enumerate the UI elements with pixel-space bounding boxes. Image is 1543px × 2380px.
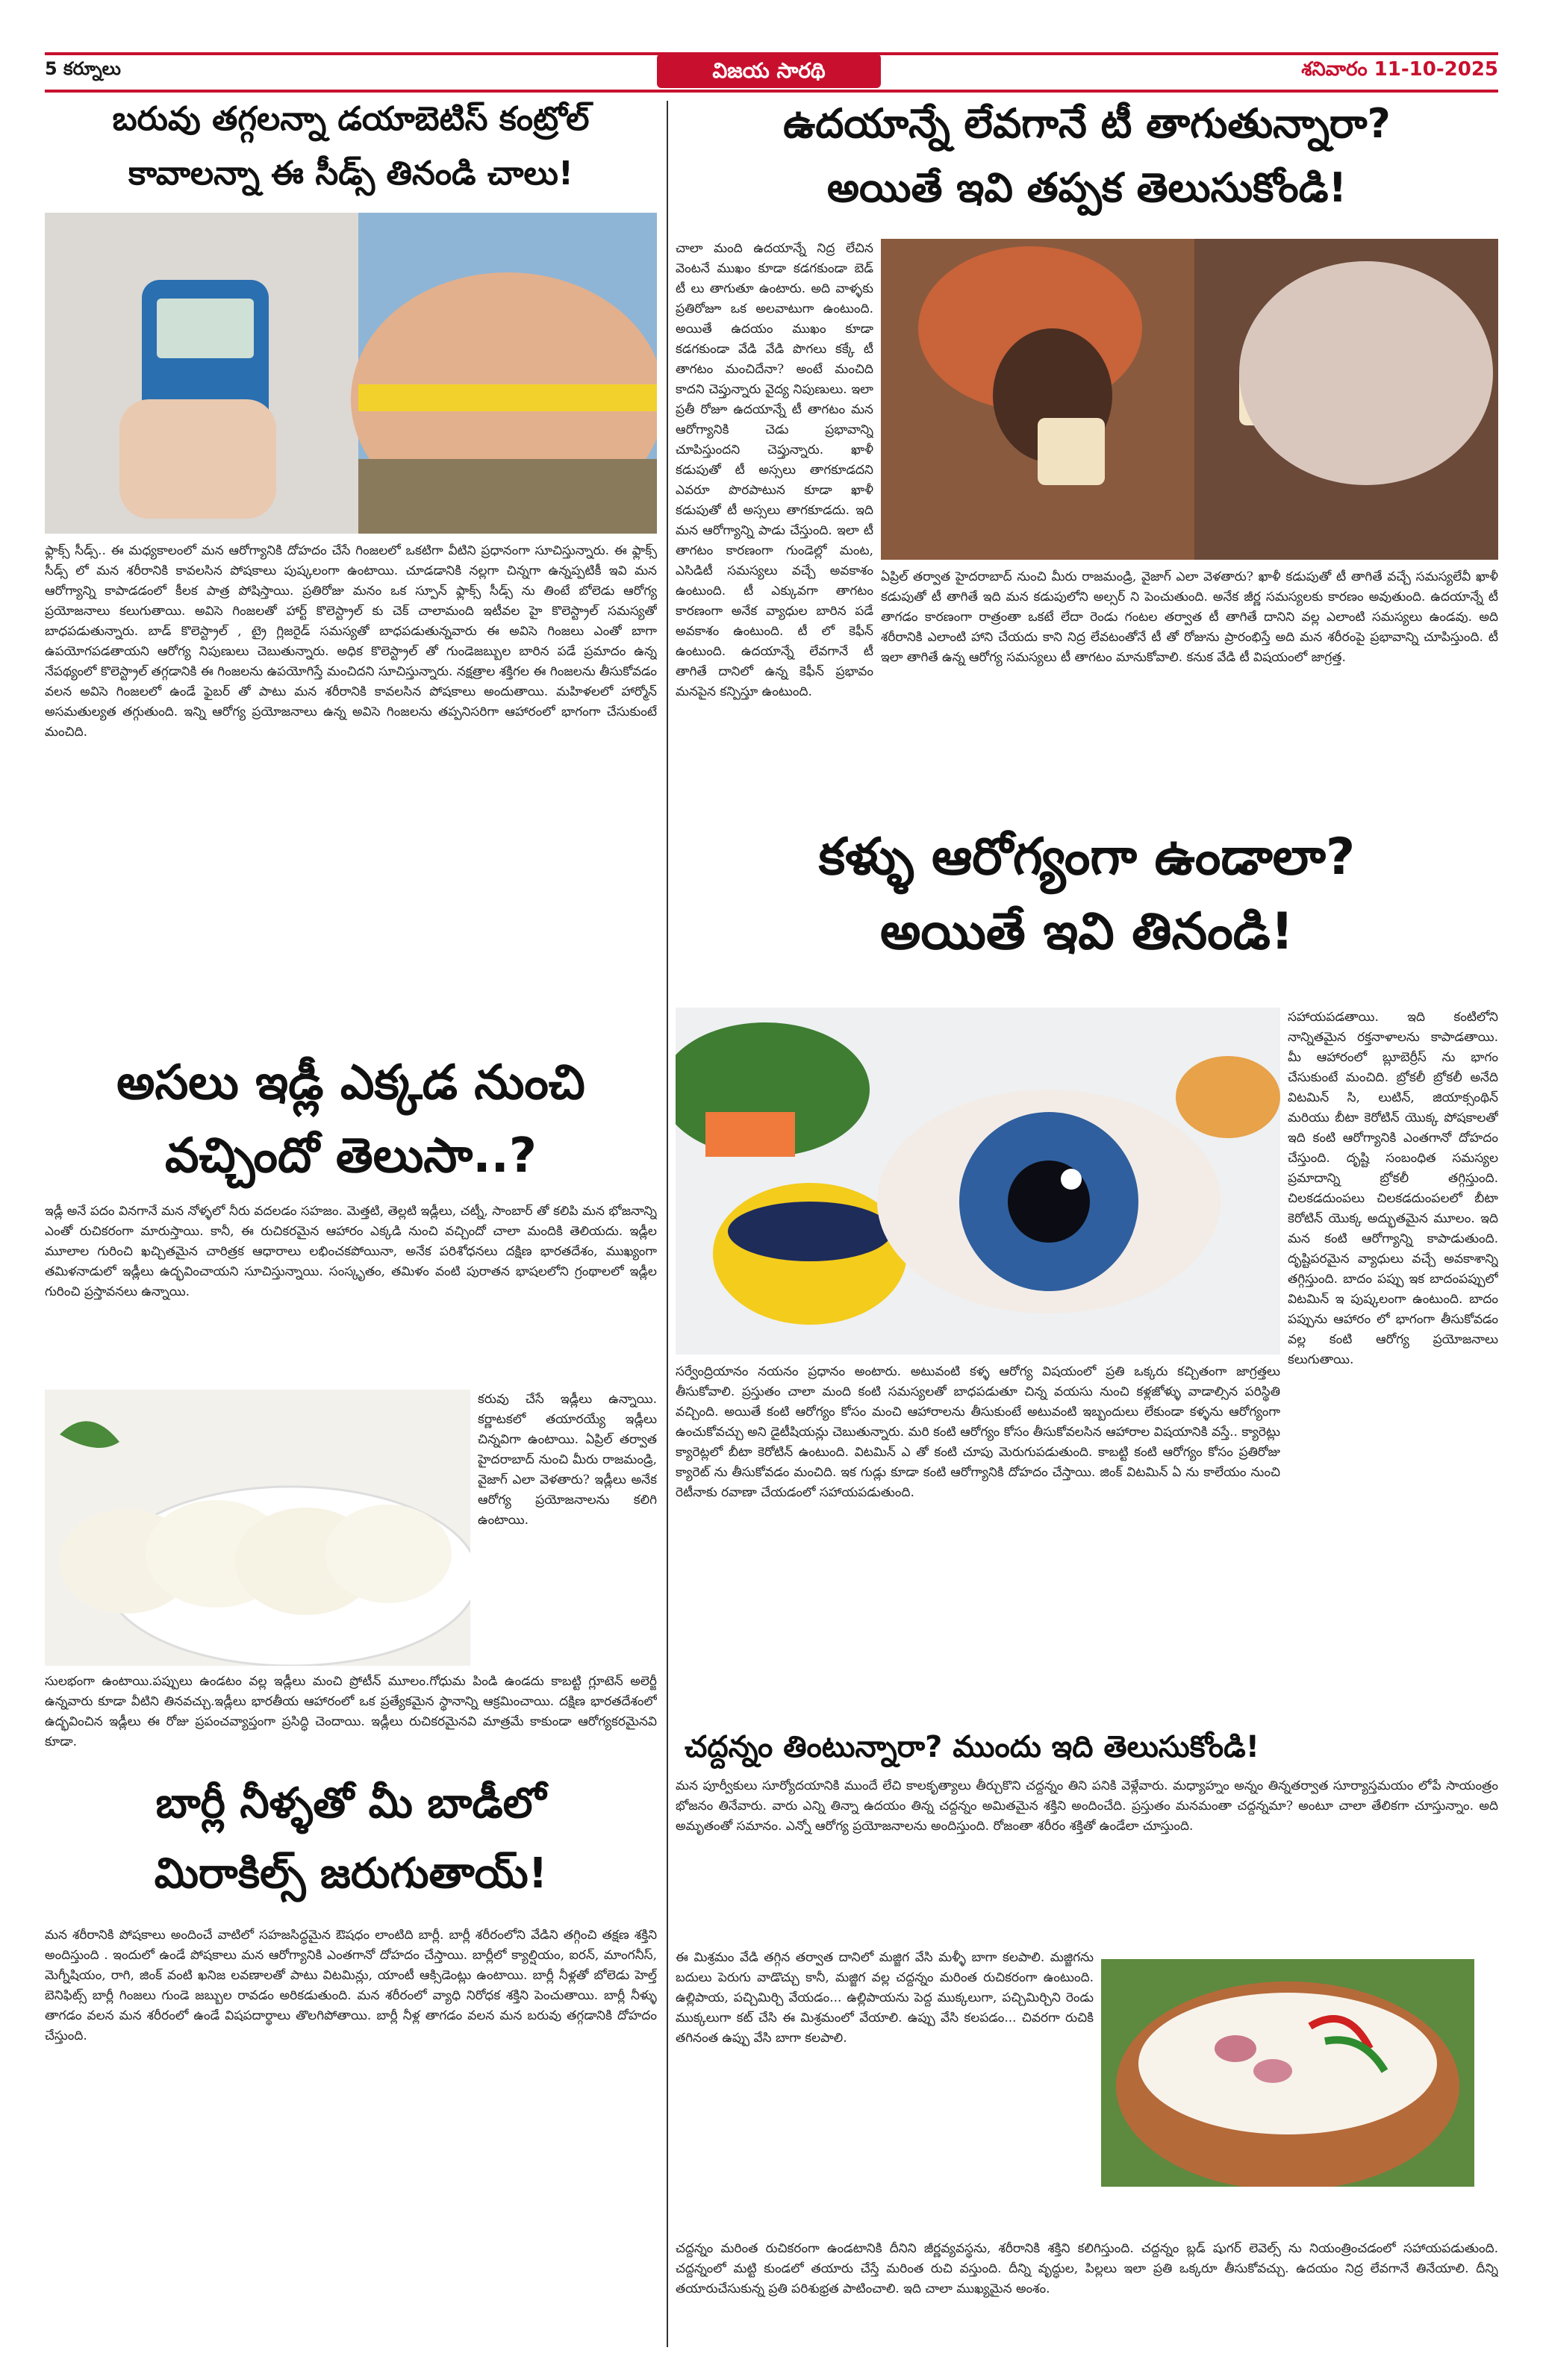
barley-title-line2: మిరాకిల్స్ జరుగుతాయ్! [154,1849,548,1899]
idli-headline [45,1056,657,1184]
tea-body-column: చాలా మంది ఉదయాన్నే నిద్ర లేచిన వెంటనే ముఖం కూడా కడగకుండా బెడ్ టీ లు తాగుతూ ఉంటారు. అది వాళ్ళకు ప్రతిరోజూ ఒక అలవాటుగా ఉంటుంది. అయితే ఉదయం ముఖం కూడా కడగకుండా వేడి వేడి పొగలు కక్కే టీ తాగటం మంచిదేనా? అంటే మంచిది కాదని చెప్తున్నారు వైద్య నిపుణులు. ఇలా ప్రతీ రోజూ ఉదయాన్నే టీ తాగటం మన ఆరోగ్యానికి చెడు ప్రభావాన్ని చూపిస్తుందని చెప్తున్నారు. ఖాళీ కడుపుతో టీ అస్సలు తాగకూడదని ఎవరూ పొరపాటున కూడా ఖాళీ కడుపుతో టీ అస్సలు తాగకూడదు. ఇది మన ఆరోగ్యాన్ని పాడు చేస్తుంది. ఇలా టీ తాగటం కారణంగా గుండెల్లో మంట, ఎసిడిటీ సమస్యలు వచ్చే అవకాశం ఉంటుంది. టీ ఎక్కువగా తాగటం కారణంగా అనేక వ్యాధుల బారిన పడే అవకాశం ఉంటుంది. టీ లో కెఫీన్ ఉంటుంది. ఉదయాన్నే లేవగానే టీ తాగితే దానిలో ఉన్న కెఫీన్ ప్రభావం మనపైన కన్పిస్తూ ఉంటుంది. [676,241,873,699]
newspaper-title: విజయ సారథి [657,54,881,88]
seeds-photo [45,213,657,534]
tea-title-line1: ఉదయాన్నే లేవగానే టీ తాగుతున్నారా? [783,100,1391,147]
tea-photo [881,239,1498,560]
idli-title-line1: అసలు ఇడ్లీ ఎక్కడ నుంచి [116,1055,585,1111]
eye-with-healthy-foods-image [676,1008,1280,1355]
eyes-body-side: సహాయపడతాయి. ఇది కంటిలోని నాన్నితమైన రక్తనాళాలను కాపాడతాయి. మీ ఆహారంలో బ్లూబెర్రీస్ ను భాగం చేసుకుంటే మంచిది. బ్రోకలీ బ్రోకలీ అనేది విటమిన్ సి, లుటిన్, జియాక్సంథిన్ మరియు బీటా కెరోటిన్ యొక్క పోషకాలతో ఇది కంటి ఆరోగ్యానికి ఎంతగానో దోహదం చేస్తుంది. దృష్టి సంబంధిత సమస్యల ప్రమాదాన్ని బ్రోకలీ తగ్గిస్తుంది. చిలకడదుంపలు చిలకడదుంపలలో బీటా కెరోటిన్ యొక్క అద్భుతమైన మూలం. ఇది మన కంటి ఆరోగ్యాన్ని కాపాడుతుంది. దృష్టిపరమైన వ్యాధులు వచ్చే అవకాశాన్ని తగ్గిస్తుంది. బాదం పప్పు ఇక బాదంపప్పులో విటమిన్ ఇ పుష్కలంగా ఉంటుంది. బాదం పప్పును ఆహారం లో భాగంగా తీసుకోవడం వల్ల కంటి ఆరోగ్య ప్రయోజనాలు కలుగుతాయి. [1288,1010,1498,1367]
barley-headline [45,1780,657,1899]
date-line: శనివారం 11-10-2025 [1301,58,1498,81]
curd-rice-pot-image [1101,1959,1474,2187]
idli-title-line2: వచ్చిందో తెలుసా..? [165,1128,537,1184]
tea-headline [676,101,1498,211]
curd-body-bottom: చద్దన్నం మరింత రుచికరంగా ఉండటానికి దీనిని జీర్ణవ్యవస్థను, శరీరానికి శక్తిని కలిగిస్తుంది. చద్దన్నం బ్లడ్ షుగర్ లెవెల్స్ ను నియంత్రించడంలో సహాయపడుతుంది. చద్దన్నంలో మట్టి కుండలో తయారు చేస్తే మరింత రుచి వస్తుంది. దీన్ని వృద్ధుల, పిల్లలు ఇలా ప్రతి ఒక్కరూ తీసుకోవచ్చు. ఉదయం నిద్ర లేవగానే తినేయాలి. దీన్ని తయారుచేసుకున్న ప్రతి పరిశుభ్రత పాటించాలి. ఇది చాలా ముఖ్యమైన అంశం. [676,2241,1498,2296]
curd-body-side: ఈ మిశ్రమం వేడి తగ్గిన తర్వాత దానిలో మజ్జిగ వేసి మళ్ళీ బాగా కలపాలి. మజ్జిగను బదులు పెరుగు వాడొచ్చు కానీ, మజ్జిగ వల్ల చద్దన్నం మరింత రుచికరంగా ఉంటుంది. ఉల్లిపాయ, పచ్చిమిర్చి వేయడం... ఉల్లిపాయను పెద్ద ముక్కలుగా, పచ్చిమిర్చిని రెండు ముక్కలుగా కట్ చేసి ఈ మిశ్రమంలో వేయాలి. ఉప్పు వేసి కలపడం... చివరగా రుచికి తగినంత ఉప్పు వేసి బాగా కలపాలి. [676,1950,1094,2046]
idli-photo [45,1390,470,1666]
idli-body-bottom: సులభంగా ఉంటాయి.పప్పులు ఉండటం వల్ల ఇడ్లీలు మంచి ప్రోటీన్ మూలం.గోధుమ పిండి ఉండదు కాబట్టి గ్లూటెన్ అలెర్జీ ఉన్నవారు కూడా వీటిని తినవచ్చు.ఇడ్లీలు భారతీయ ఆహారంలో ఒక ప్రత్యేకమైన స్థానాన్ని ఆక్రమించాయి. దక్షిణ భారతదేశంలో ఉద్భవించిన ఇడ్లీలు ఈ రోజు ప్రపంచవ్యాప్తంగా ప్రసిద్ధి చెందాయి. ఇడ్లీలు రుచికరమైనవి మాత్రమే కాకుండా ఆరోగ్యకరమైనవి కూడా. [45,1674,657,1749]
glucose-meter-and-belly-image [45,213,657,534]
idli-plate-image [45,1390,470,1666]
eyes-body-main: సర్వేంద్రియానం నయనం ప్రధానం అంటారు. అటువంటి కళ్ళ ఆరోగ్య విషయంలో ప్రతి ఒక్కరు కచ్చితంగా జాగ్రత్తలు తీసుకోవాలి. ప్రస్తుతం చాలా మంది కంటి సమస్యలతో బాధపడుతూ చిన్న వయసు నుంచి కళ్లజోళ్ళు వాడాల్సిన పరిస్థితి వచ్చింది. అయితే కంటి ఆరోగ్యం కోసం మంచి ఆహారాలను తీసుకుంటే అటువంటి ఇబ్బందులు లేకుండా కళ్ళను ఆరోగ్యంగా ఉంచుకోవచ్చు అని డైటీషియన్లు చెబుతున్నారు. మరి కంటి ఆరోగ్యం కోసం తీసుకోవలసిన ఆహారాల విషయానికి వస్తే.. క్యారెట్లు క్యారెట్లలో బీటా కెరోటిన్ ఉంటుంది. విటమిన్ ఎ తో కంటి చూపు మెరుగుపడుతుంది. కాబట్టి కంటి ఆరోగ్యం కోసం ప్రతిరోజు క్యారెట్ ను తీసుకోవడం మంచిది. ఇక గుడ్లు కూడా కంటి ఆరోగ్యానికి దోహదం చేస్తాయి. జింక్ విటమిన్ ఏ ను కాలేయం నుంచి రెటీనాకు రవాణా చేయడంలో సహాయపడుతుంది. [676,1364,1280,1500]
seeds-title-line2: కావాలన్నా ఈ సీడ్స్ తినండి చాలు! [128,154,573,193]
idli-body-side: కరువు చేసే ఇడ్లీలు ఉన్నాయి. కర్ణాటకలో తయారయ్యే ఇడ్లీలు చిన్నవిగా ఉంటాయి. ఏప్రిల్ తర్వాత హైదరాబాద్ నుంచి మీరు రాజమండ్రి, వైజాగ్ ఎలా వెళతారు? ఇడ్లీలు అనేక ఆరోగ్య ప్రయోజనాలను కలిగి ఉంటాయి. [478,1392,657,1528]
curd-photo [1101,1959,1474,2187]
eyes-photo [676,1008,1280,1355]
eyes-title-line1: కళ్ళు ఆరోగ్యంగా ఉండాలా? [818,828,1356,887]
eyes-title-line2: అయితే ఇవి తినండి! [879,902,1294,962]
idli-body-top: ఇడ్లీ అనే పదం వినగానే మన నోళ్ళలో నీరు వదలడం సహజం. మెత్తటి, తెల్లటి ఇడ్లీలు, చట్నీ, సాంబార్ తో కలిపి మన భోజనాన్ని ఎంతో రుచికరంగా మారుస్తాయి. కానీ, ఈ రుచికరమైన ఆహారం ఎక్కడి నుంచి వచ్చిందో చాలా మందికి తెలియదు. ఇడ్లీల మూలాల గురించి ఖచ్చితమైన చారిత్రక ఆధారాలు లభించకపోయినా, అనేక పరిశోధనలు దక్షిణ భారతదేశం, ముఖ్యంగా తమిళనాడులో ఇడ్లీలు ఉద్భవించాయని సూచిస్తున్నాయి. సంస్కృతం, తమిళం వంటి పురాతన భాషలలోని గ్రంథాలలో ఇడ్లీల గురించి ప్రస్తావనలు ఉన్నాయి. [45,1204,657,1299]
column-divider [667,101,668,2347]
barley-title-line1: బార్లీ నీళ్ళతో మీ బాడీలో [155,1779,546,1828]
tea-title-line2: అయితే ఇవి తప్పక తెలుసుకోండి! [826,164,1347,212]
seeds-title-line1: బరువు తగ్గలన్నా డయాబెటిస్ కంట్రోల్ [112,100,590,138]
barley-body: మన శరీరానికి పోషకాలు అందించే వాటిలో సహజసిద్ధమైన ఔషధం లాంటిది బార్లీ. బార్లీ శరీరంలోని వేడిని తగ్గించి తక్షణ శక్తిని అందిస్తుంది . ఇందులో ఉండే పోషకాలు మన ఆరోగ్యానికి ఎంతగానో దోహదం చేస్తాయి. బార్లీలో క్యాల్షియం, ఐరన్, మాంగనీస్, మెగ్నీషియం, రాగి, జింక్ వంటి ఖనిజ లవణాలతో పాటు విటమిన్లు, యాంటీ ఆక్సిడెంట్లు ఉంటాయి. బార్లీ నీళ్లతో బోలెడు హెల్త్ బెనిఫిట్స్ బార్లీ గింజలు గుండె జబ్బుల రావడం అరికడుతుంది. మన శరీరంలో వ్యాధి నిరోధక శక్తిని పెంచుతాయి. బార్లీ నీళ్ళు తాగడం వలన మన శరీరంలో ఉండే విషపదార్థాలు తొలగిపోతాయి. బార్లీ నీళ్ల తాగడం వలన మన బరువు తగ్గడానికి దోహదం చేస్తుంది. [45,1928,657,2043]
seeds-headline [45,101,657,193]
people-drinking-tea-image [881,239,1498,560]
tea-body-wide: ఏప్రిల్ తర్వాత హైదరాబాద్ నుంచి మీరు రాజమండ్రి, వైజాగ్ ఎలా వెళతారు? ఖాళీ కడుపుతో టీ తాగితే వచ్చే సమస్యలేవీ ఖాళీ కడుపుతో టీ తాగితే ఇది మన కడుపులోని అల్సర్ ని పెంచుతుంది. అనేక జీర్ణ సమస్యలకు కారణం అవుతుంది. ఉదయాన్నే టీ తాగడం కారణంగా రాత్రంతా ఒకటే లేదా రెండు గంటల తర్వాత టీ తాగితే దానిని వల్ల ఎలాంటి సమస్యలు ఉండవు. అది శరీరానికి ఎలాంటి హాని చేయదు కాని నిద్ర లేవటంతోనే టీ తో రోజును ప్రారంభిస్తే అది మన శరీరంపై ప్రభావాన్ని చూపిస్తుంది. టీ ఇలా తాగితే ఉన్న ఆరోగ్య సమస్యలు టీ తాగటం మానుకోవాలి. కనుక వేడి టీ విషయంలో జాగ్రత్త. [881,569,1498,665]
masthead [45,52,1498,93]
curd-headline: చద్దన్నం తింటున్నారా? ముందు ఇది తెలుసుకోండి! [685,1730,1260,1764]
curd-body-top: మన పూర్వీకులు సూర్యోదయానికి ముందే లేచి కాలకృత్యాలు తీర్చుకొని చద్దన్నం తిని పనికి వెళ్లేవారు. మధ్యాహ్నం అన్నం తిన్నతర్వాత సూర్యాస్తమయం లోపే సాయంత్రం భోజనం తినేవారు. వారు ఎన్ని తిన్నా ఉదయం తిన్న చద్దన్నం అమితమైన శక్తిని అందించేది. ప్రస్తుతం మనమంతా చద్దన్నమా? అంటూ చాలా తేలికగా చూస్తున్నాం. అది అమృతంతో సమానం. ఎన్నో ఆరోగ్య ప్రయోజనాలను అందిస్తుంది. రోజంతా శరీరం శక్తితో ఉండేలా చూస్తుంది. [676,1778,1498,1834]
page-number-city: 5 కర్నూలు [45,58,121,79]
seeds-body: ఫ్లాక్స్ సీడ్స్.. ఈ మధ్యకాలంలో మన ఆరోగ్యానికి దోహదం చేసే గింజలలో ఒకటిగా వీటిని ప్రధానంగా సూచిస్తున్నారు. ఈ ఫ్లాక్స్ సీడ్స్ లో మన శరీరానికి కావలసిన పోషకాలు పుష్కలంగా ఉంటాయి. చూడడానికి నల్లగా చిన్నగా ఉన్నప్పటికీ ఇవి మన ఆరోగ్యాన్ని కాపాడడంలో కీలక పాత్ర పోషిస్తాయి. ప్రతిరోజు మనం ఒక స్పూన్ ఫ్లాక్స్ సీడ్స్ ను తింటే బోలెడు ఆరోగ్య ప్రయోజనాలు కలుగుతాయి. అవిసె గింజలతో హార్ట్ కొలెస్ట్రాల్ కు చెక్ చాలామంది ఇటీవల హై కొలెస్ట్రాల్ సమస్యతో బాధపడుతున్నారు. బాడ్ కొలెస్ట్రాల్ , ట్రై గ్లిజరైడ్ సమస్యతో బాధపడుతున్నవారు ఈ అవిసె గింజలు ఎంతో బాగా ఉపయోగపడతాయని ఆరోగ్య నిపుణులు చెబుతున్నారు. అధిక కొలెస్ట్రాల్ తో గుండెజబ్బుల బారిన పడే ప్రమాదం ఉన్న నేపథ్యంలో కొలెస్ట్రాల్ తగ్గడానికి ఈ గింజలను ఉపయోగిస్తే మంచిదని సూచిస్తున్నారు. నక్షత్రాల శక్తిగల ఈ గింజలను తీసుకోవడం వలన అవిసె గింజలలో ఉండే ఫైబర్ తో పాటు మన శరీరానికి కావలసిన పోషకాలు అందుతాయి. మహిళలలో హార్మోన్ అసమతుల్యత తగ్గుతుంది. ఇన్ని ఆరోగ్య ప్రయోజనాలు ఉన్న అవిసె గింజలను తప్పనిసరిగా ఆహారంలో భాగంగా చేసుకుంటే మంచిది. [45,543,657,740]
eyes-headline [676,828,1498,961]
